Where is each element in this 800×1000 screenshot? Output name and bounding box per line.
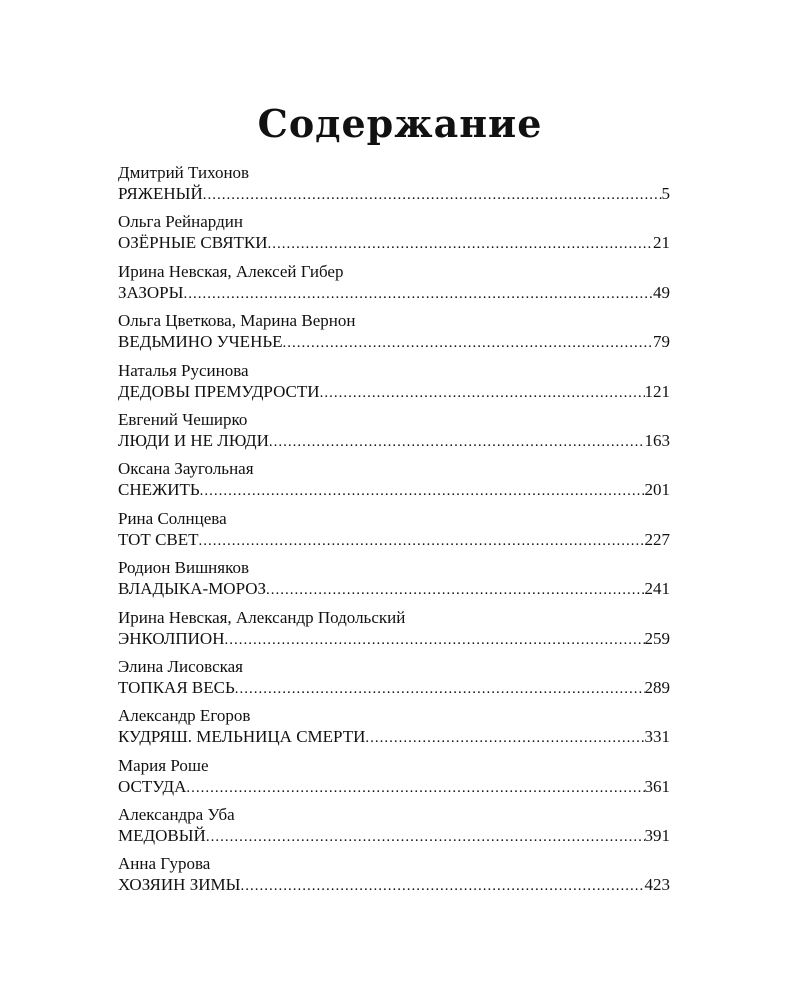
- toc-story-title: СНЕЖИТЬ: [118, 480, 200, 500]
- toc-line: [118, 677, 670, 699]
- toc-entry: [118, 706, 670, 755]
- toc-author: Александра Уба: [118, 805, 235, 825]
- toc-story-title: ВЛАДЫКА-МОРОЗ: [118, 579, 267, 599]
- dot-leader: [269, 431, 645, 453]
- toc-entry: [118, 459, 670, 508]
- toc-page-number: 5: [661, 184, 670, 203]
- dot-leader: [268, 233, 653, 255]
- toc-entry: [118, 509, 670, 558]
- toc-entry: [118, 262, 670, 311]
- toc-page-number: 201: [644, 480, 670, 500]
- table-of-contents: [118, 163, 670, 904]
- toc-line: [118, 331, 670, 353]
- toc-entry: [118, 558, 670, 607]
- dot-leader: [203, 184, 662, 206]
- dot-leader: [240, 875, 644, 897]
- toc-line: [118, 282, 670, 304]
- dot-leader: [186, 777, 644, 799]
- toc-line: [118, 825, 670, 847]
- toc-entry: [118, 756, 670, 805]
- toc-page-number: 21: [653, 233, 670, 253]
- toc-entry: [118, 657, 670, 706]
- toc-line: [118, 628, 670, 650]
- toc-line: [118, 479, 670, 501]
- toc-entry: [118, 854, 670, 903]
- toc-author: Ирина Невская, Алексей Гибер: [118, 261, 344, 281]
- toc-page-number: 289: [644, 677, 670, 697]
- dot-leader: [200, 480, 645, 502]
- toc-entry: [118, 212, 670, 261]
- toc-line: [118, 578, 670, 600]
- toc-author: Дмитрий Тихонов: [118, 163, 250, 182]
- toc-story-title: ОСТУДА: [118, 776, 187, 796]
- dot-leader: [320, 382, 645, 404]
- toc-line: [118, 183, 670, 205]
- toc-page-number: 227: [644, 529, 670, 549]
- toc-line: [118, 381, 670, 403]
- toc-author: Оксана Заугольная: [118, 459, 254, 479]
- dot-leader: [283, 332, 654, 354]
- toc-story-title: РЯЖЕНЫЙ: [118, 184, 203, 203]
- toc-story-title: ДЕДОВЫ ПРЕМУДРОСТИ: [118, 381, 320, 401]
- toc-author: Анна Гурова: [118, 854, 211, 874]
- toc-line: [118, 776, 670, 798]
- toc-line: [118, 874, 670, 896]
- toc-story-title: ТОТ СВЕТ: [118, 529, 199, 549]
- toc-line: [118, 529, 670, 551]
- dot-leader: [266, 579, 644, 601]
- toc-author: Ольга Цветкова, Марина Вернон: [118, 311, 356, 331]
- toc-entry: [118, 608, 670, 657]
- toc-line: [118, 232, 670, 254]
- toc-author: Ольга Рейнардин: [118, 212, 243, 232]
- dot-leader: [199, 530, 645, 552]
- toc-story-title: ВЕДЬМИНО УЧЕНЬЕ: [118, 332, 283, 352]
- toc-line: [118, 430, 670, 452]
- toc-page-number: 121: [644, 381, 670, 401]
- toc-page-number: 331: [644, 727, 670, 747]
- toc-page-number: 241: [644, 579, 670, 599]
- toc-page-number: 391: [644, 826, 670, 846]
- toc-story-title: МЕДОВЫЙ: [118, 826, 206, 846]
- toc-line: [118, 726, 670, 748]
- toc-story-title: ЭНКОЛПИОН: [118, 628, 225, 648]
- toc-author: Александр Егоров: [118, 706, 251, 726]
- toc-story-title: ТОПКАЯ ВЕСЬ: [118, 677, 235, 697]
- toc-page-number: 79: [653, 332, 670, 352]
- dot-leader: [206, 826, 645, 848]
- dot-leader: [224, 629, 644, 651]
- dot-leader: [235, 678, 645, 700]
- toc-story-title: ЗАЗОРЫ: [118, 282, 184, 302]
- toc-entry: [118, 163, 670, 212]
- toc-author: Наталья Русинова: [118, 360, 249, 380]
- toc-page-number: 163: [644, 430, 670, 450]
- toc-page-number: 423: [644, 875, 670, 895]
- toc-entry: [118, 805, 670, 854]
- toc-page-number: 259: [644, 628, 670, 648]
- toc-author: Евгений Чеширко: [118, 409, 248, 429]
- toc-entry: [118, 311, 670, 360]
- toc-entry: [118, 361, 670, 410]
- toc-author: Элина Лисовская: [118, 656, 243, 676]
- page-title: Содержание: [257, 101, 543, 146]
- dot-leader: [183, 283, 653, 305]
- toc-page-number: 49: [653, 282, 670, 302]
- toc-story-title: ХОЗЯИН ЗИМЫ: [118, 875, 241, 895]
- toc-author: Рина Солнцева: [118, 508, 227, 528]
- toc-author: Родион Вишняков: [118, 558, 250, 578]
- toc-entry: [118, 410, 670, 459]
- toc-page-number: 361: [644, 776, 670, 796]
- toc-story-title: КУДРЯШ. МЕЛЬНИЦА СМЕРТИ: [118, 727, 366, 747]
- toc-author: Ирина Невская, Александр Подольский: [118, 607, 406, 627]
- dot-leader: [365, 727, 644, 749]
- toc-story-title: ЛЮДИ И НЕ ЛЮДИ: [118, 430, 269, 450]
- toc-author: Мария Роше: [118, 755, 209, 775]
- toc-story-title: ОЗЁРНЫЕ СВЯТКИ: [118, 233, 268, 253]
